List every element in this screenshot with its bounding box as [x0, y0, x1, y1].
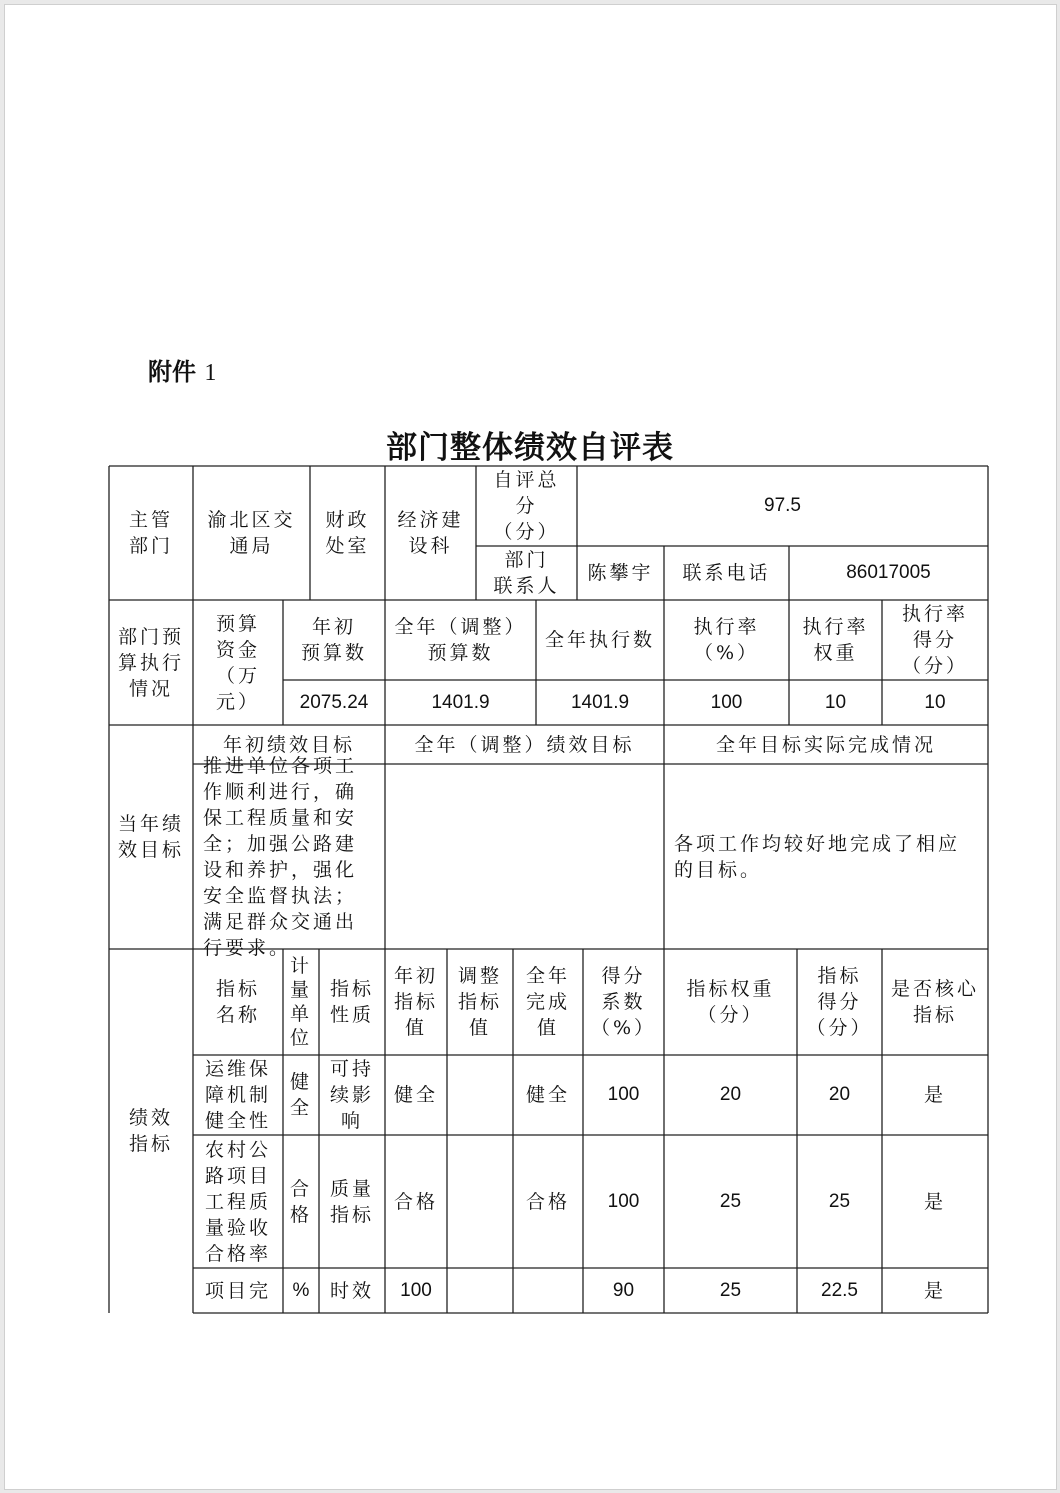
table-row-2-core: 是 [923, 1190, 946, 1213]
ind-head-adjusted: 调整 指标 值 [457, 965, 502, 1039]
goals-col-initial: 年初绩效目标 [222, 733, 355, 756]
budget-col-score: 执行率 得分 （分） [901, 603, 968, 677]
table-row-3-nature: 时效 [329, 1279, 374, 1302]
ind-head-name: 指标 名称 [215, 978, 260, 1026]
budget-col-executed: 全年执行数 [544, 629, 655, 651]
score-label: 自评总 分 （分） [493, 469, 560, 543]
page-title: 部门整体绩效自评表 [386, 430, 674, 466]
table-row-3-completed [513, 1268, 583, 1313]
ind-head-score: 指标 得分 （分） [806, 965, 873, 1039]
table-row-1-nature: 可持 续影 响 [329, 1058, 374, 1132]
table-row-2-coefficient: 100 [607, 1190, 640, 1212]
table-row-2-completed: 合格 [525, 1190, 570, 1213]
phone-label: 联系电话 [682, 562, 771, 584]
table-row-2-score: 25 [828, 1190, 851, 1212]
budget-col-weight: 执行率 权重 [802, 616, 869, 664]
contact-label: 部门 联系人 [493, 549, 560, 597]
table-row-3-weight: 25 [719, 1279, 742, 1301]
indicators-section-label: 绩效 指标 [128, 1107, 173, 1155]
table-row-1-weight: 20 [719, 1084, 742, 1105]
ind-head-completed: 全年 完成 值 [525, 965, 570, 1039]
ind-head-initial: 年初 指标 值 [393, 965, 438, 1039]
table-row-1-unit: 健 全 [289, 1071, 312, 1119]
dept-value: 渝北区交 通局 [207, 509, 296, 557]
goals-adjusted-text [385, 764, 664, 949]
budget-executed-value: 1401.9 [570, 691, 630, 713]
table-row-1-completed: 健全 [525, 1084, 570, 1106]
table-row-1-name: 运维保 障机制 健全性 [204, 1058, 271, 1132]
ind-head-coefficient: 得分 系数 （%） [590, 965, 657, 1039]
budget-initial-value: 2075.24 [299, 691, 369, 713]
table-row-1-initial: 健全 [393, 1084, 438, 1106]
table-row-1-core: 是 [923, 1084, 946, 1106]
table-row-1-coefficient: 100 [607, 1084, 640, 1105]
table-row-3-initial: 100 [400, 1279, 432, 1301]
table-row-2-nature: 质量 指标 [329, 1177, 374, 1226]
score-value: 97.5 [764, 495, 801, 516]
ind-head-nature: 指标 性质 [329, 978, 374, 1026]
budget-col-initial: 年初 预算数 [300, 616, 367, 664]
budget-rate-value: 100 [710, 691, 743, 713]
table-row-1-adjusted [447, 1055, 513, 1135]
goals-section-label: 当年绩 效目标 [117, 813, 184, 861]
finance-value: 经济建 设科 [397, 509, 464, 557]
goals-col-adjusted: 全年（调整）绩效目标 [414, 733, 635, 756]
table-row-1-score: 20 [828, 1084, 851, 1105]
goals-initial-text: 推进单位各项工作顺利进行，确保工程质量和安全；加强公路建设和养护，强化安全监督执法；满足群众交通出行要求。 [203, 754, 358, 959]
contact-value: 陈攀宇 [587, 562, 654, 584]
budget-col-adjusted: 全年（调整） 预算数 [394, 616, 527, 664]
budget-fund-label: 预算 资金 （万 元） [215, 612, 260, 713]
table-row-3-core: 是 [923, 1279, 946, 1302]
table-row-2-unit: 合 格 [289, 1177, 312, 1226]
table-row-3-adjusted [447, 1268, 513, 1313]
phone-value: 86017005 [846, 562, 931, 583]
table-row-3-score: 22.5 [821, 1279, 858, 1301]
ind-head-unit: 计 量 单 位 [289, 955, 312, 1049]
table-row-2-name: 农村公 路项目 工程质 量验收 合格率 [204, 1138, 271, 1265]
budget-col-rate: 执行率 （%） [693, 616, 760, 664]
budget-score-value: 10 [924, 691, 946, 713]
table-row-3-unit: % [292, 1279, 310, 1301]
budget-adjusted-value: 1401.9 [431, 691, 490, 713]
ind-head-core: 是否核心 指标 [890, 978, 979, 1026]
attachment-number: 1 [204, 360, 217, 386]
table-row-2-initial: 合格 [393, 1190, 438, 1213]
goals-actual-text: 各项工作均较好地完成了相应的目标。 [674, 832, 961, 881]
attachment-text: 附件 [148, 358, 196, 386]
budget-section-label: 部门预 算执行 情况 [117, 625, 184, 700]
table-row-2-weight: 25 [719, 1190, 742, 1212]
table-row-2-adjusted [447, 1135, 513, 1268]
budget-weight-value: 10 [824, 691, 847, 713]
table-row-3-coefficient: 90 [612, 1279, 635, 1301]
table-row-3-name: 项目完 [204, 1279, 271, 1302]
goals-col-actual: 全年目标实际完成情况 [715, 733, 936, 756]
finance-label: 财政 处室 [325, 509, 370, 557]
ind-head-weight: 指标权重 （分） [686, 978, 775, 1026]
dept-label: 主管 部门 [128, 509, 173, 557]
